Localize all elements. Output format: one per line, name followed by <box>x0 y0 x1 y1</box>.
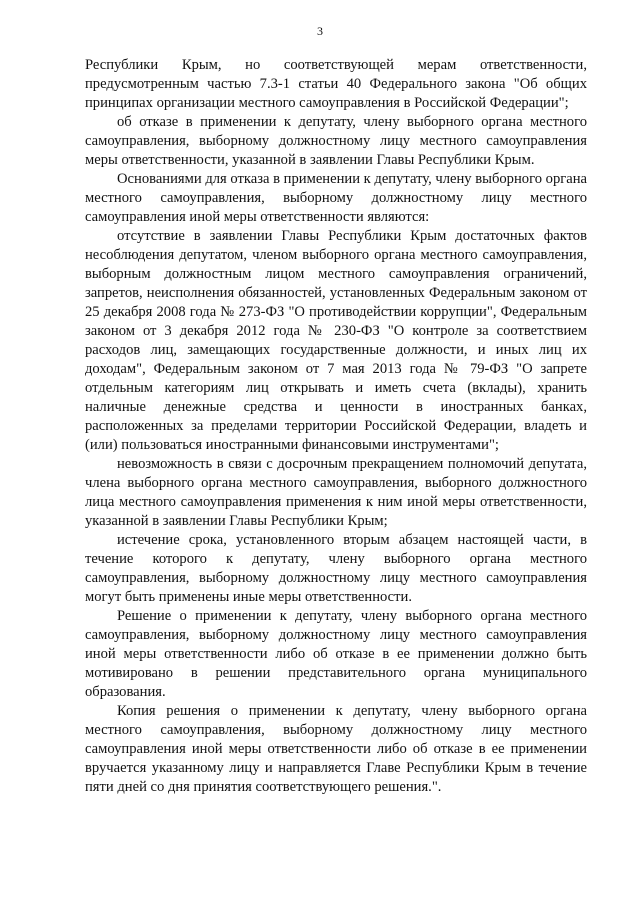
paragraph-refusal-clause: об отказе в применении к депутату, члену выборного органа местного самоуправления, выборному должностному лицу местного самоуправления меры ответственности, указанной в заявлении Главы Республики Крым. <box>85 114 587 168</box>
paragraph-ground-early-termination: невозможность в связи с досрочным прекращением полномочий депутата, члена выборного органа местного самоуправления, выборного должностного лица местного самоуправления применения к ним иной меры ответственности, указанной в заявлении Главы Республики Крым; <box>85 456 587 529</box>
paragraph-refusal-grounds-intro: Основаниями для отказа в применении к депутату, члену выборного органа местного самоуправления, выборному должностному лицу местного самоуправления иной меры ответственности являются: <box>85 171 587 225</box>
document-body <box>85 56 587 797</box>
paragraph-continuation: Республики Крым, но соответствующей мерам ответственности, предусмотренным частью 7.3-1 статьи 40 Федерального закона "Об общих принципах организации местного самоуправления в Российской Федерации"; <box>85 57 587 111</box>
paragraph-decision-motivation: Решение о применении к депутату, члену выборного органа местного самоуправления, выборному должностному лицу местного самоуправления иной меры ответственности либо об отказе в ее применении должно быть мотивировано в решении представительного органа муниципального образования. <box>85 608 587 700</box>
paragraph-ground-insufficient-facts: отсутствие в заявлении Главы Республики Крым достаточных фактов несоблюдения депутатом, членом выборного органа местного самоуправления, выборным должностным лицом местного самоуправления ограничений, запретов, неисполнения обязанностей, установленных Федеральным законом от 25 декабря 2008 года № 273-ФЗ "О противодействии коррупции", Федеральным законом от 3 декабря 2012 года № 230-ФЗ "О контроле за соответствием расходов лиц, замещающих государственные должности, и иных лиц их доходам", Федеральным законом от 7 мая 2013 года № 79-ФЗ "О запрете отдельным категориям лиц открывать и иметь счета (вклады), хранить наличные денежные средства и ценности в иностранных банках, расположенных за пределами территории Российской Федерации, владеть и (или) пользоваться иностранными финансовыми инструментами"; <box>85 228 587 453</box>
page-number: 3 <box>317 24 323 38</box>
paragraph-ground-term-expiry: истечение срока, установленного вторым абзацем настоящей части, в течение которого к депутату, члену выборного органа местного самоуправления, выборному должностному лицу местного самоуправления могут быть применены иные меры ответственности. <box>85 532 587 605</box>
paragraph-decision-copy: Копия решения о применении к депутату, члену выборного органа местного самоуправления, выборному должностному лицу местного самоуправления иной меры ответственности либо об отказе в ее применении вручается указанному лицу и направляется Главе Республики Крым в течение пяти дней со дня принятия соответствующего решения.". <box>85 703 587 795</box>
